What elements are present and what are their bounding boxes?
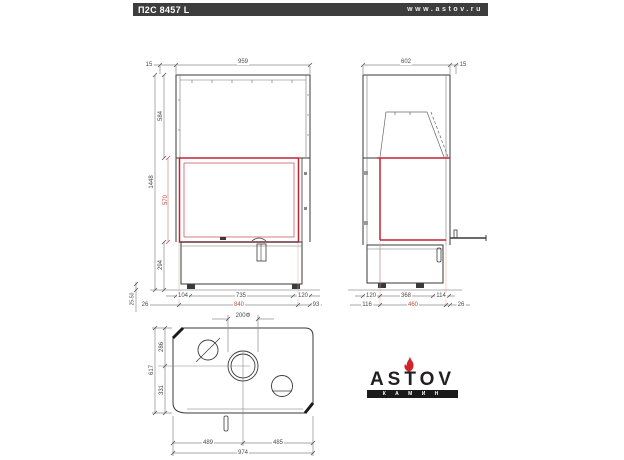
side-glass-outline: [377, 158, 450, 240]
brand-subtitle-bar: [367, 390, 458, 398]
dim-plan-depth-back: 331: [159, 384, 165, 396]
dim-front-top-gap: 15: [145, 62, 153, 68]
dim-side-base-right: 114: [436, 293, 446, 299]
side-dimension-lines: [350, 65, 470, 305]
plan-view: [152, 315, 315, 456]
dim-front-glass-height: 570: [163, 194, 169, 206]
model-number: П2С 8457 L: [138, 4, 190, 15]
dim-plan-depth-front: 286: [159, 341, 165, 353]
brand-subtitle: К А М И Н: [382, 390, 443, 397]
dim-side-red-left: 116: [362, 302, 372, 308]
dim-front-base-center: 735: [235, 293, 247, 299]
dim-plan-bottom-total: 974: [237, 450, 249, 456]
dim-front-plinth-height: 294: [158, 259, 164, 271]
secondary-opening-left: [196, 338, 220, 362]
dim-plan-bottom-left: 489: [202, 440, 214, 446]
dim-plan-depth-total: 617: [149, 364, 155, 376]
front-door-handle: [257, 244, 266, 261]
astov-logo: [365, 356, 460, 402]
dim-side-red-right: 26: [457, 302, 465, 308]
plan-handle-tab: [224, 416, 228, 431]
damper-rod: [450, 230, 486, 241]
dim-front-red-left: 26: [141, 302, 149, 308]
dim-side-top-gap: 15: [459, 62, 467, 68]
dim-front-red-width: 840: [233, 302, 245, 308]
dim-front-base-left: 104: [177, 293, 189, 299]
dim-front-hood-height: 584: [158, 110, 164, 122]
side-view: [348, 63, 486, 307]
dim-plan-bottom-right: 485: [272, 440, 284, 446]
dim-side-base-center: 368: [400, 293, 412, 299]
dim-plan-flue-diameter: 200Φ: [235, 313, 251, 319]
front-glass-outline: [180, 158, 299, 242]
dim-front-feet-range: 25-50: [129, 292, 136, 306]
smoke-chamber: [380, 112, 448, 157]
dim-front-total-height: 1448: [149, 175, 155, 189]
website-url: www.astov.ru: [407, 6, 483, 13]
brand-name: ASTOV: [369, 369, 456, 390]
dim-front-base-right: 120: [297, 293, 309, 299]
dim-front-red-right: 93: [312, 302, 320, 308]
front-view: [134, 63, 322, 312]
dim-side-red-depth: 460: [407, 302, 419, 308]
dim-side-top-width: 602: [400, 59, 412, 65]
secondary-opening-right: [272, 376, 293, 397]
dim-front-top-width: 959: [237, 59, 249, 65]
dim-side-base-left: 120: [365, 293, 377, 299]
